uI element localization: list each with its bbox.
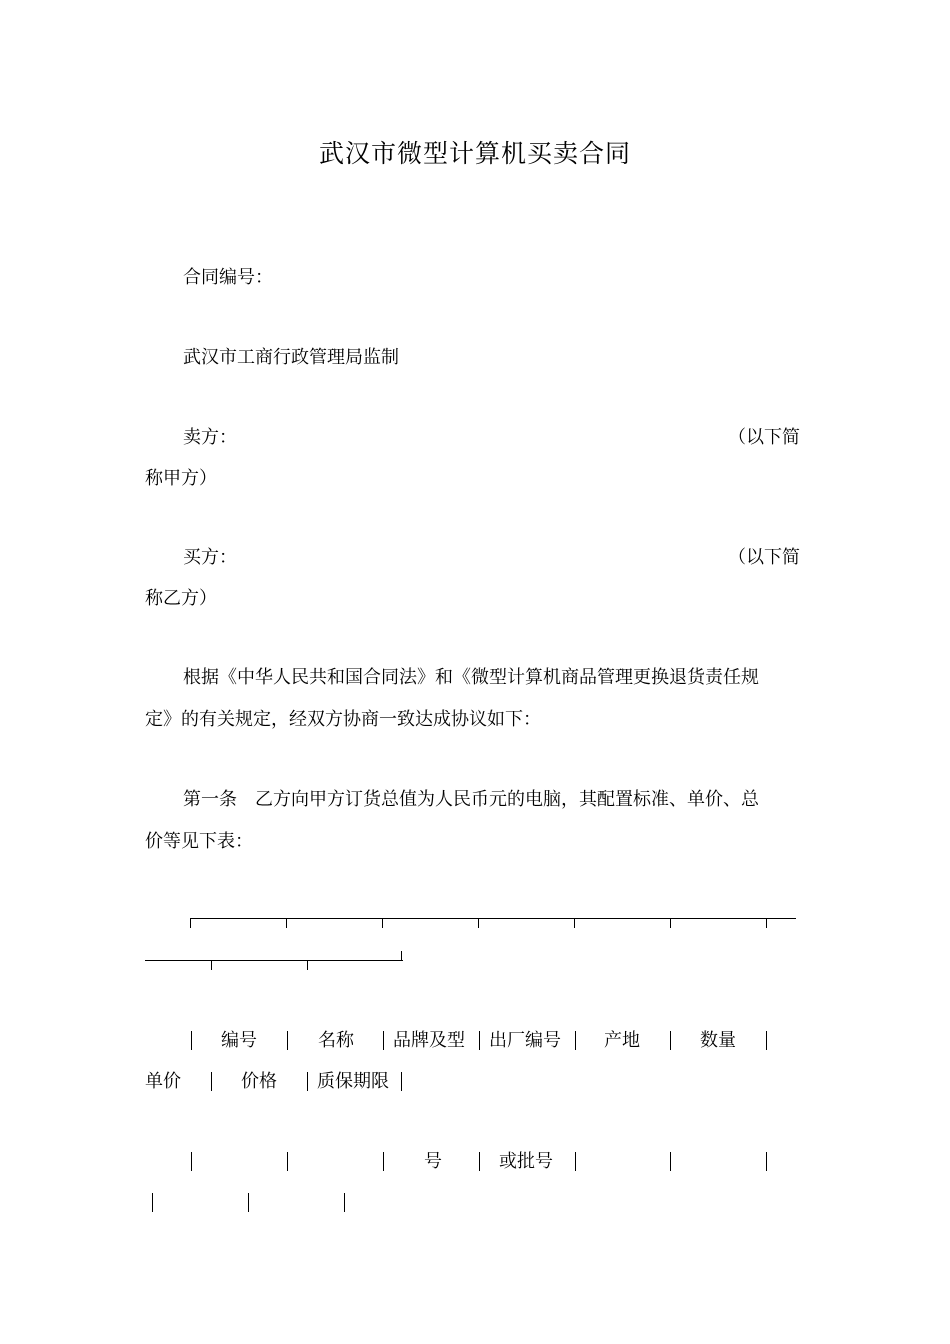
page-title: 武汉市微型计算机买卖合同 — [318, 139, 631, 168]
table-header-cell: 号 — [424, 1151, 442, 1172]
table-header-cell: 品牌及型 — [393, 1030, 465, 1051]
supervisor-text: 武汉市工商行政管理局监制 — [183, 347, 399, 368]
buyer-label: 买方： — [183, 547, 237, 568]
article-1-line2: 价等见下表： — [145, 831, 253, 852]
table-header-cell: 单价 — [145, 1071, 181, 1092]
seller-suffix: （以下简 — [728, 427, 800, 448]
contract-number-label: 合同编号： — [183, 267, 273, 288]
article-1-line1: 第一条 乙方向甲方订货总值为人民币元的电脑，其配置标准、单价、总 — [183, 789, 759, 810]
table-header-cell: 或批号 — [499, 1151, 553, 1172]
seller-suffix-wrap: 称甲方） — [145, 468, 217, 489]
buyer-suffix-wrap: 称乙方） — [145, 588, 217, 609]
table-header-cell: 质保期限 — [317, 1071, 389, 1092]
seller-label: 卖方： — [183, 427, 237, 448]
table-header-cell: 出厂编号 — [489, 1030, 561, 1051]
table-header-cell: 编号 — [221, 1030, 257, 1051]
table-header-cell: 名称 — [318, 1030, 354, 1051]
table-header-cell: 数量 — [700, 1030, 736, 1051]
basis-paragraph-line1: 根据《中华人民共和国合同法》和《微型计算机商品管理更换退货责任规 — [183, 667, 759, 688]
basis-paragraph-line2: 定》的有关规定，经双方协商一致达成协议如下： — [145, 709, 541, 730]
buyer-suffix: （以下简 — [728, 547, 800, 568]
table-header-cell: 价格 — [241, 1071, 277, 1092]
table-header-cell: 产地 — [604, 1030, 640, 1051]
